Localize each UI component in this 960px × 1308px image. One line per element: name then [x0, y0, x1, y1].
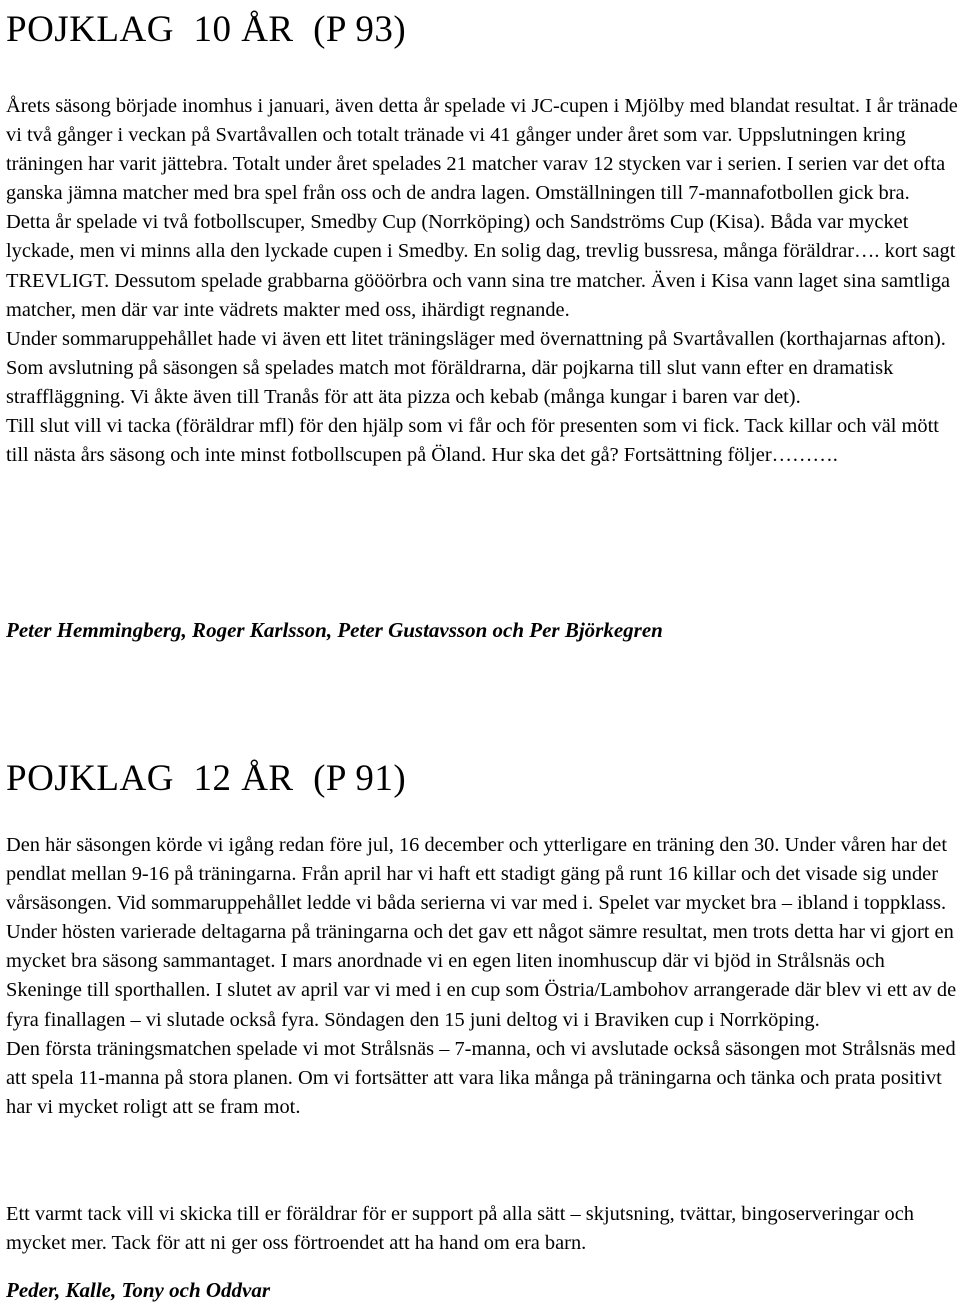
section-title: POJKLAG 12 ÅR (P 91) [6, 758, 407, 799]
signature: Peder, Kalle, Tony och Oddvar [6, 1278, 271, 1302]
paragraph: Ett varmt tack vill vi skicka till er föräldrar för er support på alla sätt – skjutsning, tvättar, bingoserveringar och mycket mer. Tack för att ni ger oss förtroendet att ha hand om era barn. [6, 1203, 915, 1255]
section-body [6, 831, 958, 1122]
section-body [6, 92, 958, 470]
paragraph: Den första träningsmatchen spelade vi mot Strålsnäs – 7-manna, och vi avslutade också säsongen mot Strålsnäs med att spela 11-manna på stora planen. Om vi fortsätter att vara lika många på träningarna och tänka och prata positivt har vi mycket roligt att se fram mot. [6, 1037, 956, 1118]
section-title: POJKLAG 10 ÅR (P 93) [6, 9, 407, 50]
paragraph: Under sommaruppehållet hade vi även ett litet träningsläger med övernattning på Svartåvallen (korthajarnas afton). Som avslutning på säsongen så spelades match mot föräldrarna, där pojkarna till slut vann efter en dramatisk straffläggning. Vi åkte även till Tranås för att äta pizza och kebab (många kungar i baren var det). [6, 327, 946, 408]
section-body [6, 1200, 958, 1258]
signature: Peter Hemmingberg, Roger Karlsson, Peter Gustavsson och Per Björkegren [6, 618, 663, 642]
paragraph: Den här säsongen körde vi igång redan före jul, 16 december och ytterligare en träning den 30. Under våren har det pendlat mellan 9-16 på träningarna. Från april har vi haft ett stadigt gäng på runt 16 killar och det visade sig under vårsäsongen. Vid sommaruppehållet ledde vi båda serierna vi var med i. Spelet var mycket bra – ibland i toppklass. Under hösten varierade deltagarna på träningarna och det gav ett något sämre resultat, men trots detta har vi gjort en mycket bra säsong sammantaget. I mars anordnade vi en egen liten inomhuscup där vi bjöd in Strålsnäs och Skeninge till sporthallen. I slutet av april var vi med i en cup som Östria/Lambohov arrangerade där blev vi ett av de fyra finallagen – vi slutade också fyra. Söndagen den 15 juni deltog vi i Braviken cup i Norrköping. [6, 834, 957, 1031]
paragraph: Till slut vill vi tacka (föräldrar mfl) för den hjälp som vi får och för presenten som vi fick. Tack killar och väl mött till nästa års säsong och inte minst fotbollscupen på Öland. Hur ska det gå? Fortsättning följer………. [6, 415, 939, 467]
paragraph: Årets säsong började inomhus i januari, även detta år spelade vi JC-cupen i Mjölby med blandat resultat. I år tränade vi två gånger i veckan på Svartåvallen och totalt tränade vi 41 gånger under året som var. Uppslutningen kring träningen har varit jättebra. Totalt under året spelades 21 matcher varav 12 stycken var i serien. I serien var det ofta ganska jämna matcher med bra spel från oss och de andra lagen. Omställningen till 7-mannafotbollen gick bra. Detta år spelade vi två fotbollscuper, Smedby Cup (Norrköping) och Sandströms Cup (Kisa). Båda var mycket lyckade, men vi minns alla den lyckade cupen i Smedby. En solig dag, trevlig bussresa, många föräldrar…. kort sagt TREVLIGT. Dessutom spelade grabbarna gööörbra och vann sina tre matcher. Även i Kisa vann laget sina samtliga matcher, men där var inte vädrets makter med oss, ihärdigt regnande. [6, 95, 958, 321]
